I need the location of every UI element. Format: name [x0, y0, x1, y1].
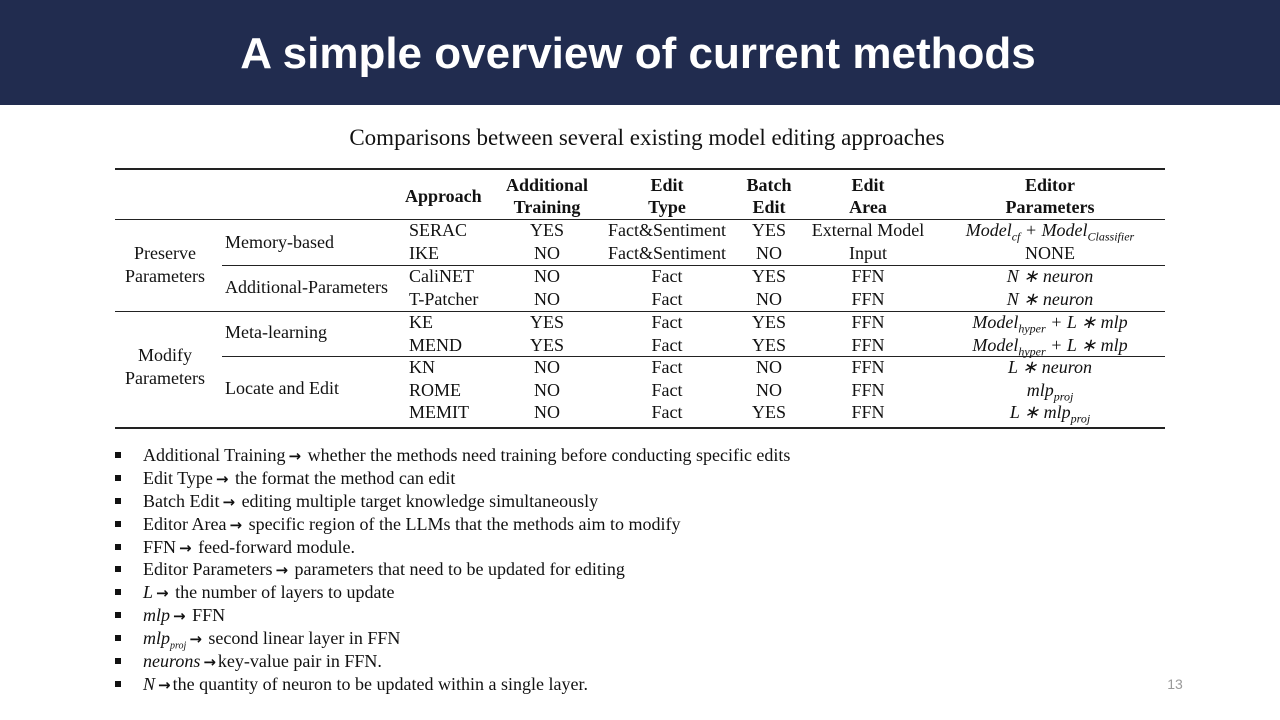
definition-term: Editor Parameters: [143, 559, 273, 580]
bullet-square-icon: [115, 498, 121, 504]
cell-approach: MEND: [409, 335, 462, 355]
definition-term: L: [143, 582, 154, 603]
definition-text: feed-forward module.: [193, 536, 356, 557]
definition-item: [113, 536, 1113, 559]
cell-edit-type: Fact: [651, 402, 683, 422]
cell-additional-training: NO: [534, 243, 560, 263]
cell-edit-type: Fact: [651, 289, 683, 309]
cell-additional-training: NO: [534, 380, 560, 400]
arrow-right-icon: →: [173, 607, 186, 626]
cell-approach: KE: [409, 312, 433, 332]
cell-batch-edit: NO: [756, 243, 782, 263]
arrow-right-icon: →: [288, 447, 302, 465]
bullet-square-icon: [115, 635, 121, 641]
cell-approach: CaliNET: [409, 266, 474, 286]
cell-approach: KN: [409, 357, 435, 377]
bullet-square-icon: [115, 566, 121, 572]
arrow-right-icon: →: [203, 653, 216, 672]
cell-edit-type: Fact&Sentiment: [608, 220, 726, 240]
cell-edit-type: Fact: [651, 266, 683, 286]
definition-item: [113, 673, 1113, 696]
definition-term: mlp: [143, 605, 170, 626]
definition-item: [113, 490, 1113, 513]
cell-approach: ROME: [409, 380, 462, 400]
slide-title: A simple overview of current methods: [240, 29, 1036, 78]
bullet-square-icon: [115, 681, 121, 687]
arrow-right-icon: →: [156, 584, 169, 603]
definition-term: Edit Type: [143, 467, 213, 488]
bullet-square-icon: [115, 452, 121, 458]
header-additional-training: Additional Training: [505, 175, 589, 217]
cell-edit-type: Fact: [651, 312, 683, 332]
definition-item: [113, 467, 1113, 490]
arrow-right-icon: →: [179, 538, 192, 557]
definition-text: the number of layers to update: [170, 582, 395, 603]
cell-editor-parameters: Model$_{hyper}$ + L ∗ mlp: [972, 312, 1128, 336]
cell-additional-training: YES: [529, 220, 564, 240]
definition-term: Batch Edit: [143, 490, 220, 511]
definition-text: the quantity of neuron to be updated within a single layer.: [172, 673, 588, 694]
cell-batch-edit: NO: [756, 289, 782, 309]
definition-list: [113, 444, 1113, 696]
bullet-square-icon: [115, 589, 121, 595]
definition-text: FFN: [187, 605, 226, 626]
cell-additional-training: YES: [529, 312, 564, 332]
cell-edit-area: FFN: [851, 357, 885, 377]
bullet-square-icon: [115, 475, 121, 481]
cell-edit-area: FFN: [851, 335, 885, 355]
definition-term: neurons: [143, 651, 201, 672]
cell-batch-edit: NO: [756, 357, 782, 377]
cell-approach: T-Patcher: [409, 289, 479, 309]
definition-term: Editor Area: [143, 513, 227, 534]
definition-item: [113, 444, 1113, 467]
definition-item: [113, 558, 1113, 581]
cell-batch-edit: YES: [751, 335, 786, 355]
cell-approach: SERAC: [409, 220, 468, 240]
arrow-right-icon: →: [275, 561, 289, 580]
cell-editor-parameters: N ∗ neuron: [1006, 289, 1094, 309]
bullet-square-icon: [115, 521, 121, 527]
definition-term: N: [143, 673, 156, 694]
group-label-modify: Modify Parameters: [125, 345, 205, 388]
definition-item: [113, 581, 1113, 604]
cell-batch-edit: YES: [751, 312, 786, 332]
cell-editor-parameters: NONE: [1025, 243, 1075, 263]
header-approach: Approach: [405, 186, 482, 206]
header-edit-type: Edit Type: [648, 175, 686, 217]
cell-editor-parameters: Model$_{hyper}$ + L ∗ mlp: [972, 335, 1128, 359]
cell-edit-area: FFN: [851, 402, 885, 422]
cell-edit-type: Fact: [651, 357, 683, 377]
definition-text: parameters that need to be updated for editing: [290, 559, 625, 580]
header-edit-area: Edit Area: [849, 175, 887, 217]
cell-batch-edit: NO: [756, 380, 782, 400]
cell-additional-training: NO: [534, 266, 560, 286]
cell-additional-training: YES: [529, 335, 564, 355]
subgroup-label: Memory-based: [225, 232, 334, 252]
cell-edit-type: Fact: [651, 335, 683, 355]
header-batch-edit: Batch Edit: [746, 175, 792, 217]
definition-term: mlp: [143, 628, 170, 649]
definition-term: FFN: [143, 536, 177, 557]
cell-approach: IKE: [409, 243, 439, 263]
cell-edit-type: Fact: [651, 380, 683, 400]
cell-batch-edit: YES: [751, 220, 786, 240]
subgroup-label: Additional-Parameters: [225, 277, 388, 297]
arrow-right-icon: →: [215, 469, 229, 488]
definition-text: the format the method can edit: [230, 467, 456, 488]
subgroup-label: Meta-learning: [225, 322, 327, 342]
definition-item: [113, 604, 1113, 627]
cell-edit-area: FFN: [851, 380, 885, 400]
definition-item: [113, 650, 1113, 673]
bullet-square-icon: [115, 612, 121, 618]
subgroup-label: Locate and Edit: [225, 378, 339, 398]
cell-editor-parameters: N ∗ neuron: [1006, 266, 1094, 286]
cell-editor-parameters: Model$_{cf}$ + Model$_{Classifier}$: [965, 220, 1135, 244]
definition-item: [113, 513, 1113, 536]
page-number: 13: [1167, 676, 1183, 692]
table-top-rule: [115, 168, 1165, 170]
bullet-square-icon: [115, 658, 121, 664]
cell-batch-edit: YES: [751, 266, 786, 286]
definition-item: mlp$_{proj}$ → second linear layer in FFN: [113, 627, 1113, 650]
cell-approach: MEMIT: [409, 402, 469, 422]
arrow-right-icon: →: [229, 515, 243, 534]
definition-text: whether the methods need training before conducting specific edits: [303, 445, 791, 465]
cell-editor-parameters: L ∗ mlp$_{proj}$: [1009, 402, 1091, 426]
arrow-right-icon: →: [189, 630, 202, 649]
cell-edit-area: FFN: [851, 312, 885, 332]
header-editor-parameters: Editor Parameters: [1005, 175, 1095, 217]
definition-text: second linear layer in FFN: [203, 628, 401, 649]
cell-additional-training: NO: [534, 402, 560, 422]
arrow-right-icon: →: [158, 675, 171, 694]
cell-editor-parameters: mlp$_{proj}$: [1026, 380, 1074, 404]
cell-edit-area: Input: [849, 243, 887, 263]
table-caption: Comparisons between several existing model editing approaches: [349, 125, 945, 150]
cell-edit-type: Fact&Sentiment: [608, 243, 726, 263]
definition-text: specific region of the LLMs that the methods aim to modify: [244, 513, 681, 534]
cell-edit-area: FFN: [851, 266, 885, 286]
cell-edit-area: FFN: [851, 289, 885, 309]
definition-text: editing multiple target knowledge simultaneously: [237, 490, 599, 511]
bullet-square-icon: [115, 544, 121, 550]
group-label-preserve: Preserve Parameters: [125, 243, 205, 286]
cell-editor-parameters: L ∗ neuron: [1007, 357, 1093, 377]
definition-term: Additional Training: [143, 445, 286, 465]
cell-additional-training: NO: [534, 289, 560, 309]
cell-additional-training: NO: [534, 357, 560, 377]
arrow-right-icon: →: [222, 492, 236, 511]
cell-edit-area: External Model: [811, 220, 925, 240]
definition-text: key-value pair in FFN.: [217, 651, 382, 672]
cell-batch-edit: YES: [751, 402, 786, 422]
